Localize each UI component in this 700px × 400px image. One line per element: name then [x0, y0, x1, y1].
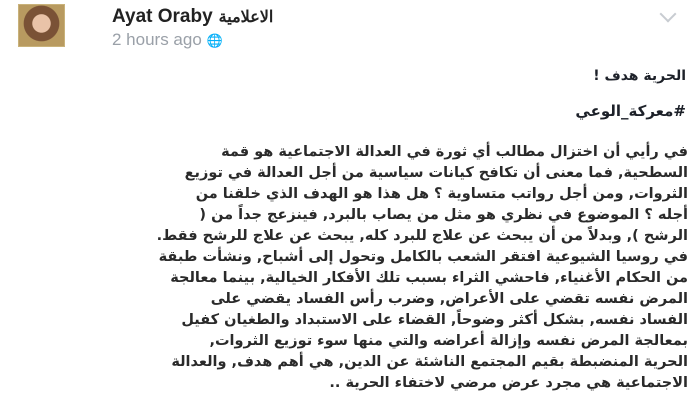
body-line: المرض نفسه تقضي على الأعراض, وضرب رأس الفساد يقضي على	[210, 291, 688, 307]
body-line: الرشح ), وبدلاً من أن يبحث عن علاج للبرد كله, يبحث عن علاج للرشح فقط.	[156, 228, 688, 244]
body-line: الثروات, ومن أجل رواتب متساوية ؟ هل هذا هو الهدف الذي خلقنا من	[195, 186, 688, 202]
body-line: الاجتماعية هي مجرد عرض مرضي لاختفاء الحرية ..	[329, 375, 688, 391]
author-name-link[interactable]	[112, 6, 273, 28]
body-line: الفساد نفسه, بشكل أكثر وضوحاً, القضاء على الاستبداد والطغيان كفيل	[181, 312, 688, 328]
body-line: في رأيي أن اختزال مطالب أي ثورة في العدالة الاجتماعية هو قمة	[221, 144, 688, 160]
post-body	[157, 142, 688, 394]
body-line: الحرية المنضبطة بقيم المجتمع الناشئة عن الدين, هي أهم هدف, والعدالة	[171, 354, 688, 370]
body-line: أجله ؟ الموضوع في نظري هو مثل من يصاب بالبرد, فينزعج جداً من (	[199, 207, 688, 223]
post-timestamp[interactable]: 2 hours ago	[112, 30, 202, 49]
author-title: الاعلامية	[218, 9, 274, 26]
body-line: من الحكام الأغنياء, فاحشي الثراء بسبب تلك الأفكار الخيالية, بينما معالجة	[170, 270, 688, 286]
globe-icon: 🌐	[206, 33, 223, 48]
body-line: السطحية, فما معنى أن تكافح كيانات سياسية من أجل العدالة في توزيع	[184, 165, 688, 181]
author-name: Ayat Oraby	[112, 6, 213, 27]
author-avatar[interactable]	[18, 4, 65, 47]
body-line: في روسيا الشيوعية افتقر الشعب بالكامل وتحول إلى أشباح, ونشأت طبقة	[158, 249, 688, 265]
body-line: بمعالجة المرض نفسه وإزالة أعراضه والتي منها سوء توزيع الثروات,	[209, 333, 688, 349]
post-headline: الحرية هدف !	[593, 68, 686, 84]
chevron-down-icon[interactable]	[660, 6, 677, 23]
post-timestamp-row	[112, 30, 223, 50]
hashtag-link[interactable]: #معركة_الوعي	[575, 102, 686, 120]
